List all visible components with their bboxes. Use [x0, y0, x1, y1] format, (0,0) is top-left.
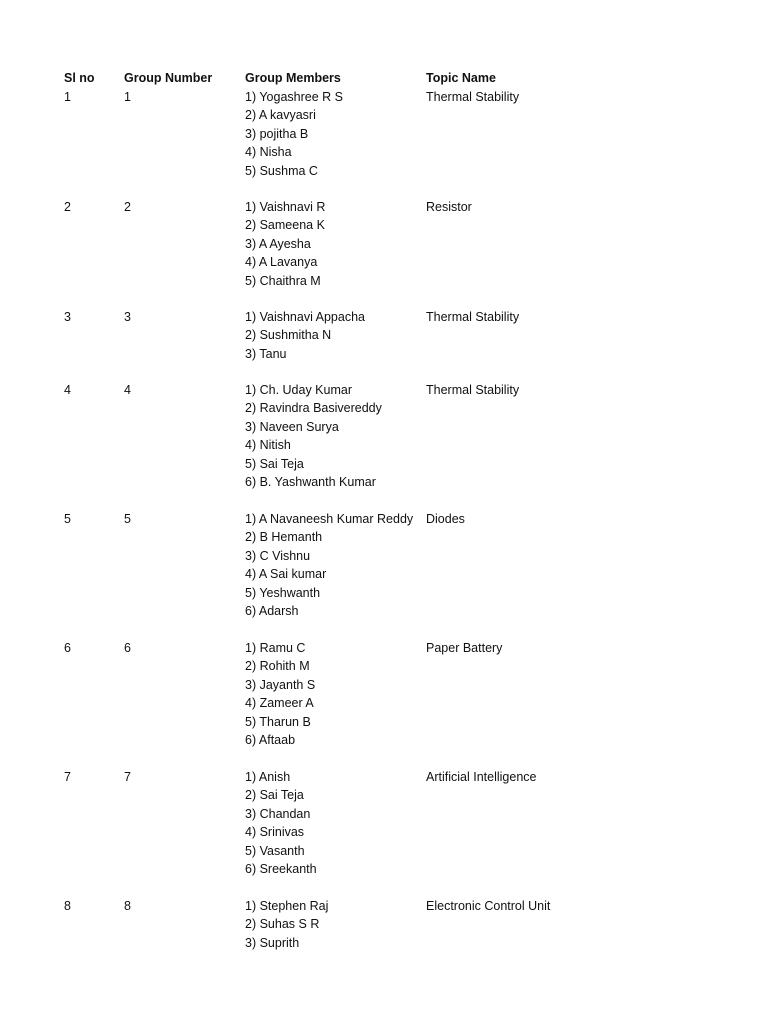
sl-no-cell: 2: [64, 200, 71, 214]
member-name: 6) Adarsh: [245, 604, 299, 619]
member-name: 3) A Ayesha: [245, 236, 311, 251]
topic-name-cell: Paper Battery: [426, 641, 503, 655]
member-name: 2) B Hemanth: [245, 530, 323, 545]
sl-no-cell: 1: [64, 90, 71, 104]
topic-name-cell: Thermal Stability: [426, 383, 520, 397]
sl-no-cell: 8: [64, 899, 71, 913]
member-name: 2) Sushmitha N: [245, 328, 332, 343]
member-name: 5) Sai Teja: [245, 456, 304, 471]
member-name: 2) Suhas S R: [245, 917, 320, 932]
member-name: 2) Sai Teja: [245, 788, 304, 803]
topic-name-cell: Resistor: [426, 200, 472, 214]
member-name: 5) Tharun B: [245, 714, 311, 729]
member-name: 6) Aftaab: [245, 733, 296, 748]
group-number-cell: 5: [124, 512, 131, 526]
member-name: 6) Sreekanth: [245, 862, 317, 877]
group-members-cell: [245, 897, 328, 952]
sl-no-cell: 3: [64, 310, 71, 324]
member-name: 3) Naveen Surya: [245, 419, 339, 434]
group-number-cell: 6: [124, 641, 131, 655]
member-name: 1) Vaishnavi Appacha: [245, 310, 365, 324]
member-name: 1) Stephen Raj: [245, 899, 329, 913]
member-name: 4) A Sai kumar: [245, 567, 327, 582]
member-name: 3) Suprith: [245, 935, 300, 950]
header-group-number: Group Number: [124, 71, 213, 85]
member-name: 3) Tanu: [245, 346, 287, 361]
member-name: 1) Vaishnavi R: [245, 200, 326, 214]
member-name: 5) Sushma C: [245, 163, 318, 178]
sl-no-cell: 6: [64, 641, 71, 655]
group-number-cell: 8: [124, 899, 131, 913]
group-members-cell: [245, 639, 315, 749]
group-members-cell: [245, 381, 382, 491]
member-name: 3) pojitha B: [245, 126, 309, 141]
member-name: 5) Chaithra M: [245, 273, 321, 288]
topic-name-cell: Electronic Control Unit: [426, 899, 551, 913]
member-name: 4) Zameer A: [245, 696, 314, 711]
member-name: 3) Jayanth S: [245, 677, 316, 692]
member-name: 1) Ramu C: [245, 641, 306, 655]
header-topic-name: Topic Name: [426, 71, 496, 85]
member-name: 5) Vasanth: [245, 843, 305, 858]
group-number-cell: 4: [124, 383, 131, 397]
group-members-cell: [245, 768, 317, 878]
member-name: 2) Sameena K: [245, 218, 325, 233]
member-name: 1) Anish: [245, 770, 291, 784]
member-name: 1) Ch. Uday Kumar: [245, 383, 352, 397]
member-name: 2) Rohith M: [245, 659, 310, 674]
sl-no-cell: 5: [64, 512, 71, 526]
member-name: 6) B. Yashwanth Kumar: [245, 475, 376, 490]
header-sl-no: Sl no: [64, 71, 95, 85]
group-members-cell: [245, 308, 365, 363]
topic-name-cell: Diodes: [426, 512, 465, 526]
member-name: 4) Nitish: [245, 438, 291, 453]
member-name: 5) Yeshwanth: [245, 585, 321, 600]
member-name: 2) Ravindra Basivereddy: [245, 401, 382, 416]
member-name: 2) A kavyasri: [245, 108, 316, 123]
topic-name-cell: Thermal Stability: [426, 90, 520, 104]
group-number-cell: 1: [124, 90, 131, 104]
member-name: 1) A Navaneesh Kumar Reddy: [245, 512, 414, 526]
topic-name-cell: Thermal Stability: [426, 310, 520, 324]
group-number-cell: 2: [124, 200, 131, 214]
header-group-members: Group Members: [245, 71, 341, 85]
member-name: 4) Nisha: [245, 145, 292, 160]
member-name: 4) A Lavanya: [245, 255, 318, 270]
group-members-cell: [245, 510, 413, 620]
group-members-cell: [245, 198, 325, 290]
member-name: 3) C Vishnu: [245, 548, 311, 563]
group-number-cell: 7: [124, 770, 131, 784]
topic-name-cell: Artificial Intelligence: [426, 770, 537, 784]
group-members-cell: [245, 88, 343, 180]
member-name: 1) Yogashree R S: [245, 90, 343, 104]
member-name: 3) Chandan: [245, 806, 311, 821]
sl-no-cell: 7: [64, 770, 71, 784]
sl-no-cell: 4: [64, 383, 71, 397]
member-name: 4) Srinivas: [245, 825, 305, 840]
group-number-cell: 3: [124, 310, 131, 324]
